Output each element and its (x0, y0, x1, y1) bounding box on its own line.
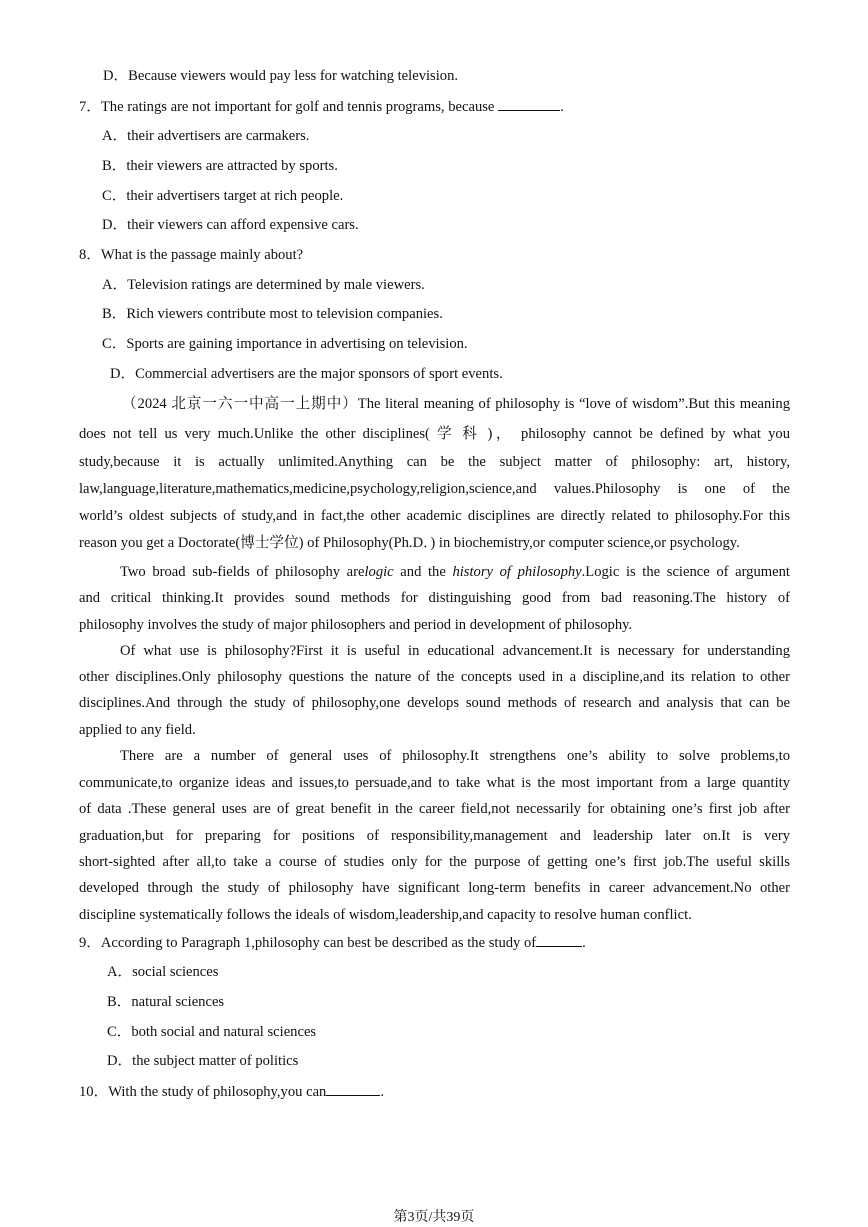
q9-stem-end: . (582, 935, 586, 951)
q7-option-c: C．their advertisers target at rich people. (102, 188, 344, 204)
passage-p3-line-1: Of what use is philosophy?First it is useful in educational advancement.It is necessary for understanding (120, 643, 790, 659)
passage-p4-line-6: developed through the study of philosophy have significant long-term benefits in career advancement.No other (79, 880, 790, 896)
q10-stem (79, 1082, 384, 1101)
q9-stem (79, 933, 586, 952)
q7-option-d: D．their viewers can afford expensive cars. (102, 217, 359, 233)
passage-p2-history: history of philosophy (452, 564, 582, 580)
q7-stem-end: . (560, 99, 564, 115)
q7-answer-blank (498, 97, 560, 111)
q10-answer-blank (326, 1082, 380, 1096)
passage-p2-logic: logic (364, 564, 394, 580)
passage-p3-line-2: other disciplines.Only philosophy questions the nature of the concepts used in a discipline,and its relation to other (79, 669, 790, 685)
q9-answer-blank (536, 933, 582, 947)
q9-option-b: B．natural sciences (107, 994, 225, 1010)
passage-p1-line-6: reason you get a Doctorate(博士学位) of Philosophy(Ph.D．) in biochemistry,or computer science,or psychology. (79, 535, 740, 551)
passage-p1-line-5: world’s oldest subjects of study,and in fact,the other academic disciplines are directly related to philosophy.For this (79, 508, 790, 524)
passage-p2-text-c: .Logic is the science of argument (581, 564, 790, 580)
q8-option-b: B．Rich viewers contribute most to television companies. (102, 306, 443, 322)
passage-p2-text-b: and the (393, 564, 453, 580)
passage-p2-text-a: Two broad sub-fields of philosophy are (120, 564, 365, 580)
q10-stem-text: 10．With the study of philosophy,you can (79, 1084, 327, 1100)
passage-p4-line-1: There are a number of general uses of philosophy.It strengthens one’s ability to solve problems,to (120, 748, 790, 764)
passage-p4-line-2: communicate,to organize ideas and issues,to persuade,and to take what is the most important from a large quantity (79, 775, 790, 791)
passage-p3-line-3: disciplines.And through the study of philosophy,one develops sound methods of research and analysis that can be (79, 695, 790, 711)
q9-option-c: C．both social and natural sciences (107, 1024, 317, 1040)
q7-stem (79, 97, 564, 116)
q7-stem-text: 7．The ratings are not important for golf and tennis programs, because (79, 99, 495, 115)
q8-stem: 8．What is the passage mainly about? (79, 247, 304, 263)
q8-option-c: C．Sports are gaining importance in advertising on television. (102, 336, 468, 352)
q6-option-d: D．Because viewers would pay less for watching television. (103, 68, 459, 84)
passage-p1-line-2: does not tell us very much.Unlike the other disciplines( 学 科 )， philosophy cannot be defined by what you (79, 426, 790, 442)
passage-p2-line-2: and critical thinking.It provides sound methods for distinguishing good from bad reasoning.The history of (79, 590, 790, 606)
q7-option-a: A．their advertisers are carmakers. (102, 128, 310, 144)
passage-p1-line-4: law,language,literature,mathematics,medicine,psychology,religion,science,and values.Philosophy is one of the (79, 481, 790, 497)
passage-p2-line-1 (120, 563, 790, 581)
passage-p4-line-4: graduation,but for preparing for positions of responsibility,management and leadership later on.It is very (79, 828, 790, 844)
passage-p4-line-5: short-sighted after all,to take a course of studies only for the purpose of getting one’s first job.The useful skills (79, 854, 790, 870)
q8-option-d: D．Commercial advertisers are the major sponsors of sport events. (110, 366, 503, 382)
passage-p4-line-7: discipline systematically follows the ideals of wisdom,leadership,and capacity to resolve human conflict. (79, 907, 692, 923)
passage-p4-line-3: of data .These general uses are of great benefit in the career field,not necessarily for obtaining one’s first job after (79, 801, 790, 817)
page-number: 第3页/共39页 (393, 1210, 475, 1225)
q10-stem-end: . (380, 1084, 385, 1100)
q8-option-a: A．Television ratings are determined by male viewers. (102, 277, 425, 293)
passage-p2-line-3: philosophy involves the study of major philosophers and period in development of philosophy. (79, 617, 633, 633)
passage-p1-line-1: （2024 北京一六一中高一上期中）The literal meaning of philosophy is “love of wisdom”.But this meaning (122, 396, 790, 412)
q9-option-d: D．the subject matter of politics (107, 1053, 299, 1069)
passage-p1-line-3: study,because it is actually unlimited.Anything can be the subject matter of philosophy: art, history, (79, 454, 790, 470)
q9-option-a: A．social sciences (107, 964, 219, 980)
passage-p3-line-4: applied to any field. (79, 722, 196, 738)
q7-option-b: B．their viewers are attracted by sports. (102, 158, 338, 174)
q9-stem-text: 9．According to Paragraph 1,philosophy can best be described as the study of (79, 935, 537, 951)
